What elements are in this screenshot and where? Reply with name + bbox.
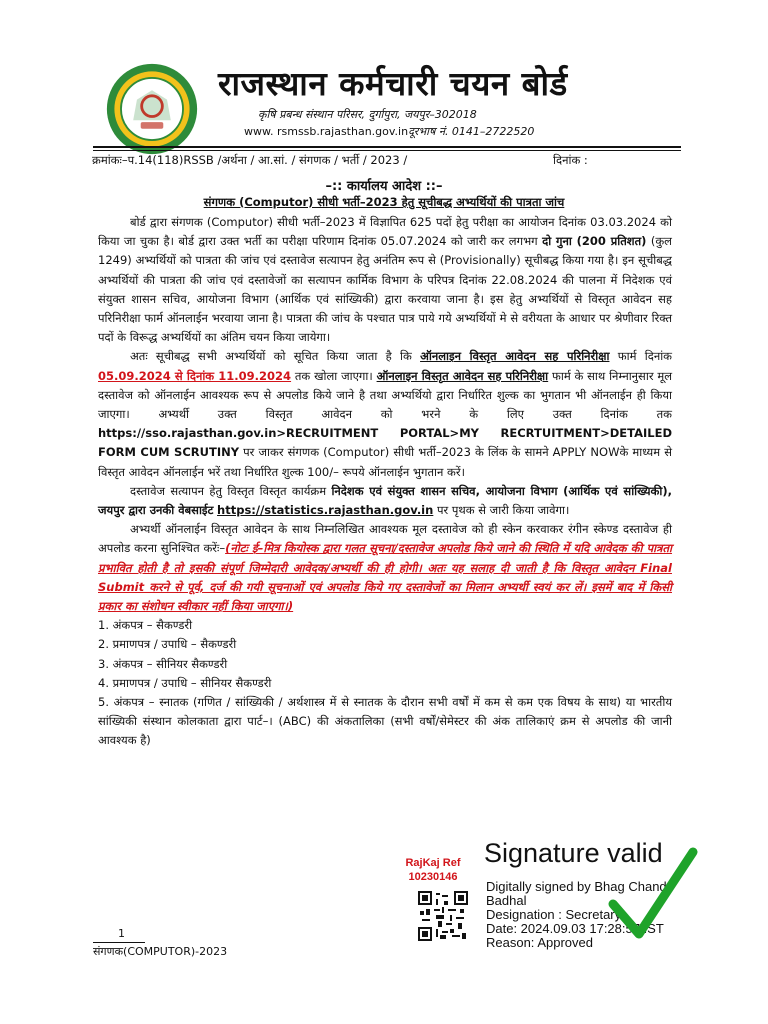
signed-date-line: Date: 2024.09.03 17:28:57 IST	[486, 921, 664, 936]
paragraph-1: बोर्ड द्वारा संगणक (Computor) सीधी भर्ती–2023 में विज्ञापित 625 पदों हेतु परीक्षा का आयोजन दिनांक 03.03.2024 को किया जा चुका है। बोर्ड द्वारा उक्त भर्ती का परीक्षा परिणाम दिनांक 05.07.2024 को जारी कर लगभग दो गुना (200 प्रतिशत) (कुल 1249) अभ्यर्थियों को पात्रता की जांच एवं दस्तावेज सत्यापन हेतु अनंतिम रूप से (Provisionally) सूचीबद्ध किया गया है। इन सूचीबद्ध अभ्यर्थियों की पात्रता की जांच एवं दस्तावेजों का सत्यापन कार्मिक विभाग के परिपत्र दिनांक 22.08.2024 की पालना में निदेशक एवं संयुक्त शासन सचिव, आयोजना विभाग (आर्थिक एवं सांख्यिकी) द्वारा करवाया जाना है। इस हेतु अभ्यर्थियों से विस्तृत आवेदन सह परिनिरीक्षा फार्म ऑनलाईन भरवाया जाना है। पात्रता की जांच के पश्चात पात्र पाये गये अभ्यर्थियों मे से वरीयता के आधार पर श्रेणीवार रिक्त पदों के विरूद्ध अभ्यर्थियों का अंतिम चयन किया जायेगा।	[98, 215, 672, 345]
board-contact	[244, 124, 534, 139]
reason-line: Reason: Approved	[486, 935, 593, 950]
date-label: दिनांक :	[553, 153, 588, 167]
sso-portal-path: https://sso.rajasthan.gov.in>RECRUITMENT PORTAL>MY RECRTUITMENT>DETAILED FORM CUM SCRUTINY	[98, 426, 672, 460]
board-title: राजस्थान कर्मचारी चयन बोर्ड	[218, 64, 568, 103]
paragraph-3: दस्तावेज सत्यापन हेतु विस्तृत विस्तृत कार्यक्रम निदेशक एवं संयुक्त शासन सचिव, आयोजना विभाग (आर्थिक एवं सांख्यिकी), जयपुर द्वारा उनकी वेबसाईट https://statistics.rajasthan.gov.in पर पृथक से जारी किया जावेगा।	[98, 483, 672, 518]
checkmark-icon	[595, 840, 705, 950]
footer-divider	[93, 942, 145, 943]
rajkaj-label: RajKaj Ref	[405, 857, 461, 869]
paragraph-2: अतः सूचीबद्ध सभी अभ्यर्थियों को सूचित किया जाता है कि ऑनलाइन विस्तृत आवेदन सह परिनिरीक्षा फार्म दिनांक 05.09.2024 से दिनांक 11.09.2024 तक खोला जाएगा। ऑनलाइन विस्तृत आवेदन सह परिनिरीक्षा फार्म के साथ निम्नानुसार मूल दस्तावेज को ऑनलाईन आवश्यक रूप से अपलोड किये जाने है तथा अभ्यर्थियो द्वारा निर्धारित शुल्क का भुगतान भी ऑनलाईन ही किया जाएगा। अभ्यर्थी उक्त विस्तृत आवेदन को भरने के लिए उक्त दिनांक तक https://sso.rajasthan.gov.in>RECRUITMENT PORTAL>MY RECRTUITMENT>DETAILED FORM CUM SCRUTINY पर जाकर संगणक (Computor) सीधी भर्ती–2023 के लिंक के सामने APPLY NOWके माध्यम से विस्तृत आवेदन ऑनलाईन भरें तथा निर्धारित शुल्क 100/– रूपये ऑनलाईन भुगतान करें।	[98, 349, 673, 479]
statistics-website-link[interactable]: https://statistics.rajasthan.gov.in	[217, 503, 434, 518]
reference-number: क्रमांकः–प.14(118)RSSB /अर्थना / आ.सां. / संगणक / भर्ती / 2023 /	[92, 153, 408, 167]
department-name: निदेशक एवं संयुक्त शासन सचिव, आयोजना विभाग (आर्थिक एवं सांख्यिकी), जयपुर द्वारा उनकी वेबसाईट	[98, 483, 672, 518]
important-note: (नोटः ई–मित्र कियोस्क द्वारा गलत सूचना/दस्तावेज अपलोड किये जाने की स्थिति में यदि आवेदक की पात्रता प्रभावित होती है तो इसकी संपूर्ण जिम्मेदारी आवेदक/अभ्यर्थी की ही होगी। अतः यह सलाह दी जाती है कि विस्तृत आवेदन Final Submit करने से पूर्व, दर्ज की गयी सूचनाओं एवं अपलोड किये गए दस्तावेजों का मिलान अभ्यर्थी स्वयं कर लें। इसमें बाद में किसी प्रकार का संशोधन स्वीकार नहीं किया जाएगा।)	[98, 541, 673, 614]
form-open-dates: 05.09.2024 से दिनांक 11.09.2024	[98, 368, 292, 383]
rajkaj-number: 10230146	[408, 871, 458, 883]
footer-label: संगणक(COMPUTOR)-2023	[93, 945, 228, 958]
online-form-highlight: ऑनलाइन विस्तृत आवेदन सह परिनिरीक्षा	[420, 349, 610, 364]
board-website: www. rsmssb.rajasthan.gov.in	[244, 125, 409, 138]
signed-by-line: Digitally signed by Bhag Chand	[486, 879, 667, 894]
page-number: 1	[118, 927, 125, 940]
double-count-text: दो गुना (200 प्रतिशत)	[542, 234, 647, 249]
document-list-item-3: 3. अंकपत्र – सीनियर सैकण्डरी	[98, 656, 228, 671]
online-form-highlight-2: ऑनलाइन विस्तृत आवेदन सह परिनिरीक्षा	[376, 368, 549, 383]
order-title: –:: कार्यालय आदेश ::–	[325, 179, 443, 194]
board-phone: दूरभाष नं. 0141–2722520	[408, 125, 535, 138]
document-body	[98, 213, 672, 751]
signer-surname-line: Badhal	[486, 893, 527, 908]
header-divider	[93, 146, 681, 148]
header-divider-thin	[93, 150, 681, 151]
qr-code-icon	[418, 891, 468, 941]
paragraph-4: अभ्यर्थी ऑनलाईन विस्तृत आवेदन के साथ निम्नलिखित आवश्यक मूल दस्तावेज को ही स्केन करवाकर रंगीन स्केण्ड दस्तावेज ही अपलोड करना सुनिश्चित करेंः–(नोटः ई–मित्र कियोस्क द्वारा गलत सूचना/दस्तावेज अपलोड किये जाने की स्थिति में यदि आवेदक की पात्रता प्रभावित होती है तो इसकी संपूर्ण जिम्मेदारी आवेदक/अभ्यर्थी की ही होगी। अतः यह सलाह दी जाती है कि विस्तृत आवेदन Final Submit करने से पूर्व, दर्ज की गयी सूचनाओं एवं अपलोड किये गए दस्तावेजों का मिलान अभ्यर्थी स्वयं कर लें। इसमें बाद में किसी प्रकार का संशोधन स्वीकार नहीं किया जाएगा।)	[98, 522, 673, 614]
document-list-item-4: 4. प्रमाणपत्र / उपाधि – सीनियर सैकण्डरी	[98, 675, 272, 690]
document-list-item-1: 1. अंकपत्र – सैकण्डरी	[98, 618, 193, 633]
order-subject: संगणक (Computor) सीधी भर्ती–2023 हेतु सूचीबद्ध अभ्यर्थियों की पात्रता जांच	[203, 195, 565, 209]
document-list-item-5: 5. अंकपत्र – स्नातक (गणित / सांख्यिकी / अर्थशास्त्र में से स्नातक के दौरान सभी वर्षों में कम से कम एक विषय के साथ) या भारतीय सांख्यिकी संस्थान कोलकाता द्वारा पार्ट–। (ABC) की अंकतालिका (सभी वर्षों/सेमेस्टर की अंक तालिकाएं क्रम से अपलोड की जानी आवश्यक है)	[98, 695, 672, 748]
document-list-item-2: 2. प्रमाणपत्र / उपाधि – सैकण्डरी	[98, 637, 237, 652]
rsmssb-logo-icon	[105, 62, 199, 156]
rajkaj-reference	[395, 856, 471, 884]
designation-line: Designation : Secretary	[486, 907, 622, 922]
board-address: कृषि प्रबन्ध संस्थान परिसर, दुर्गापुरा, जयपुर–302018	[258, 108, 477, 121]
signature-valid-title: Signature valid	[484, 838, 663, 868]
